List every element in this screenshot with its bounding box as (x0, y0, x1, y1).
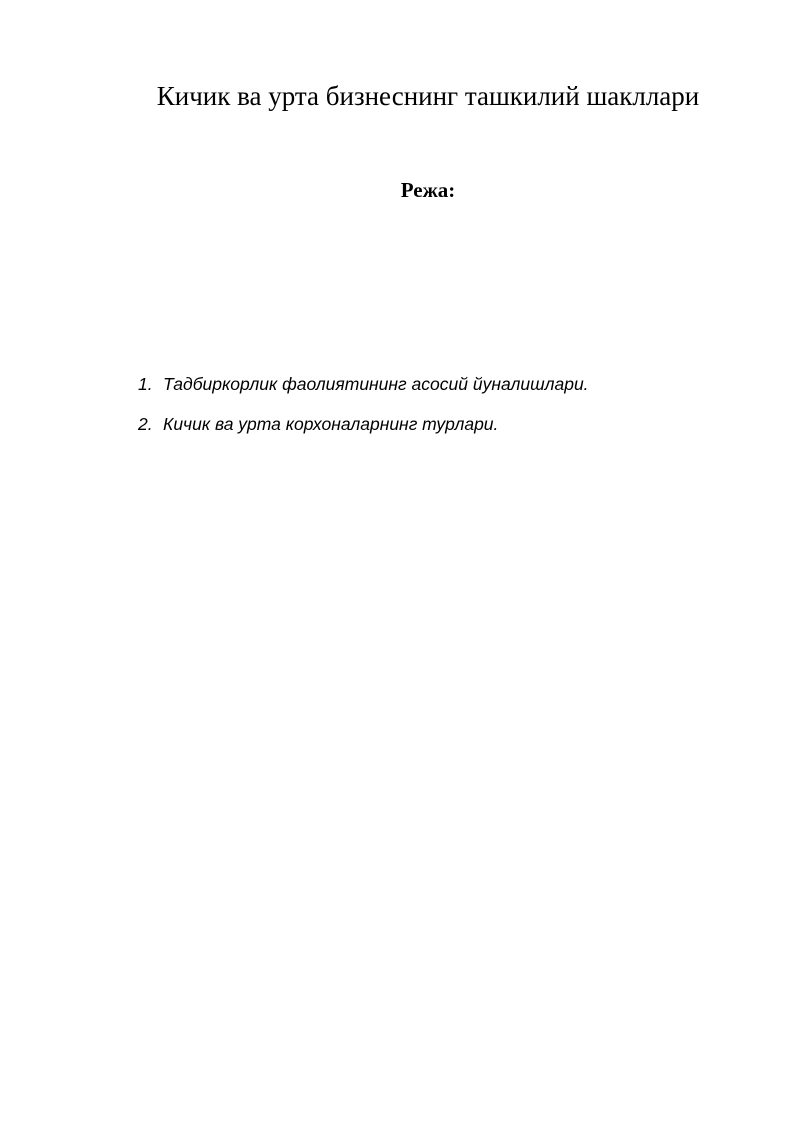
plan-item-text: Тадбиркорлик фаолиятининг асосий йуналишлари. (163, 374, 589, 394)
document-title: Кичик ва урта бизнеснинг ташкилий шакллари (156, 81, 700, 111)
plan-item (138, 370, 589, 398)
plan-heading: Режа: (400, 178, 456, 202)
plan-item-number: 2. (138, 414, 153, 434)
plan-list (138, 370, 589, 450)
plan-item (138, 410, 589, 438)
plan-item-text: Кичик ва урта корхоналарнинг турлари. (163, 414, 499, 434)
plan-item-number: 1. (138, 374, 153, 394)
